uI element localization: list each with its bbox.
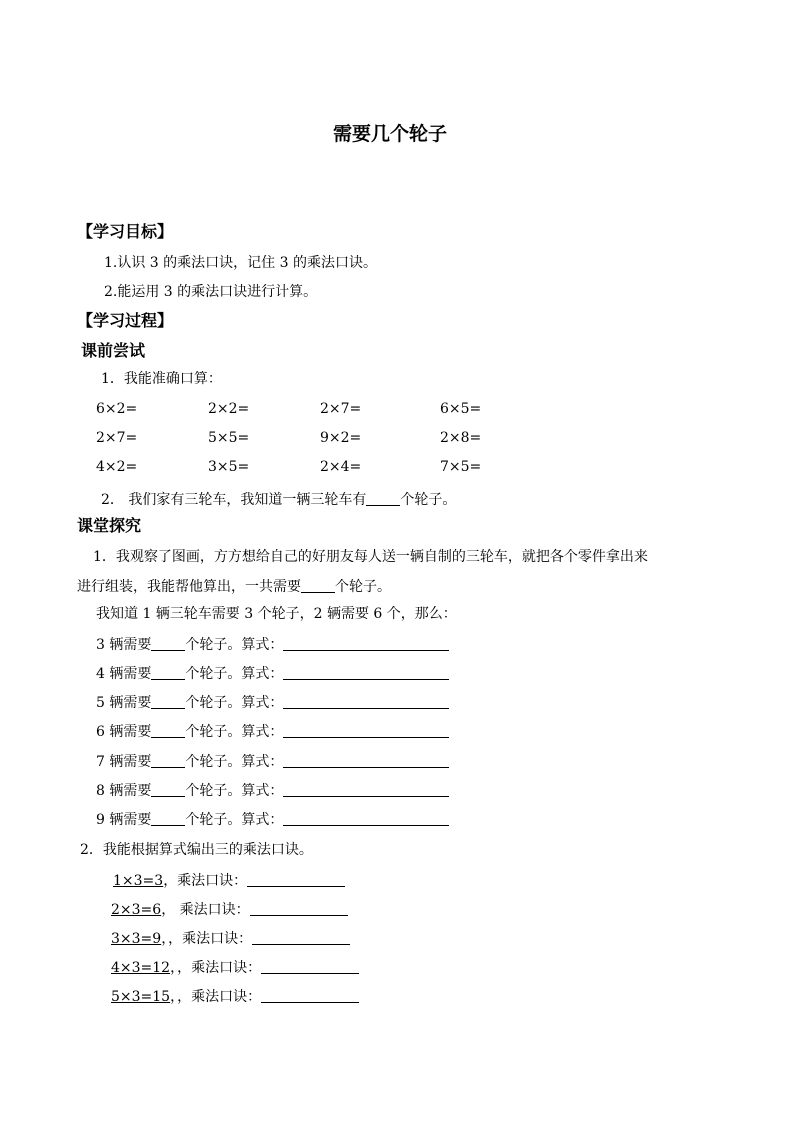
formula-row xyxy=(111,901,348,917)
answer-blank[interactable] xyxy=(366,491,400,506)
explore-q1-line2-text: 进行组装，我能帮他算出，一共需要 xyxy=(77,579,301,595)
calc-cell: 3×5= xyxy=(208,459,250,475)
formula-row xyxy=(111,930,350,946)
formula-blank[interactable] xyxy=(283,811,449,826)
calc-cell: 9×2= xyxy=(320,430,362,446)
rhyme-blank[interactable] xyxy=(261,959,359,974)
objective-item: 1.认识 3 的乘法口诀，记住 3 的乘法口诀。 xyxy=(104,255,377,271)
formula-blank[interactable] xyxy=(283,782,449,797)
wheel-row xyxy=(96,665,449,681)
formula-expression: 5×3=15 xyxy=(111,989,171,1005)
explore-q1-line2-suffix: 个轮子。 xyxy=(335,579,391,595)
tricycle-question xyxy=(101,491,456,507)
wheel-row-prefix: 3 辆需要 xyxy=(96,637,152,653)
formula-label: ，，乘法口诀： xyxy=(161,931,253,947)
known-facts: 我知道 1 辆三轮车需要 3 个轮子，2 辆需要 6 个，那么： xyxy=(96,606,457,622)
formula-blank[interactable] xyxy=(283,636,449,651)
objective-item: 2.能运用 3 的乘法口诀进行计算。 xyxy=(104,284,318,300)
formula-label: ，，乘法口诀： xyxy=(170,960,262,976)
explore-heading: 课堂探究 xyxy=(77,516,142,535)
rhyme-blank[interactable] xyxy=(247,872,345,887)
wheel-row xyxy=(96,694,449,710)
wheel-row-mid: 个轮子。算式： xyxy=(185,812,284,828)
formula-label: ， 乘法口诀： xyxy=(161,902,250,918)
calc-cell: 7×5= xyxy=(440,459,482,475)
explore-q1-line1: 1．我观察了图画，方方想给自己的好朋友每人送一辆自制的三轮车，就把各个零件拿出来 xyxy=(93,549,648,565)
rhyme-blank[interactable] xyxy=(261,988,359,1003)
tricycle-question-suffix: 个轮子。 xyxy=(400,492,457,508)
wheel-row xyxy=(96,636,449,652)
wheel-row xyxy=(96,753,449,769)
rhyme-blank[interactable] xyxy=(250,901,348,916)
answer-blank[interactable] xyxy=(151,723,185,738)
calc-cell: 2×2= xyxy=(208,401,250,417)
rhyme-blank[interactable] xyxy=(252,930,350,945)
answer-blank[interactable] xyxy=(301,578,335,593)
formula-row xyxy=(111,959,359,975)
formula-row xyxy=(111,988,359,1004)
wheel-row-mid: 个轮子。算式： xyxy=(185,695,284,711)
answer-blank[interactable] xyxy=(151,782,185,797)
formula-expression: 4×3=12 xyxy=(111,960,171,976)
wheel-row-prefix: 4 辆需要 xyxy=(96,666,152,682)
calc-cell: 2×7= xyxy=(96,430,138,446)
answer-blank[interactable] xyxy=(151,811,185,826)
wheel-row-prefix: 9 辆需要 xyxy=(96,812,152,828)
pre-try-heading: 课前尝试 xyxy=(81,341,146,360)
answer-blank[interactable] xyxy=(151,665,185,680)
formula-blank[interactable] xyxy=(283,694,449,709)
objectives-heading: 【学习目标】 xyxy=(77,222,174,241)
wheel-row xyxy=(96,782,449,798)
formula-row xyxy=(113,872,345,888)
calc-cell: 6×5= xyxy=(440,401,482,417)
formula-expression: 1×3=3 xyxy=(113,873,164,889)
wheel-row xyxy=(96,723,449,739)
wheel-row-mid: 个轮子。算式： xyxy=(185,783,284,799)
calc-cell: 5×5= xyxy=(208,430,250,446)
formula-expression: 2×3=6 xyxy=(111,902,162,918)
formula-blank[interactable] xyxy=(283,665,449,680)
calc-cell: 2×7= xyxy=(320,401,362,417)
process-heading: 【学习过程】 xyxy=(77,311,174,330)
wheel-row-prefix: 6 辆需要 xyxy=(96,724,152,740)
calc-cell: 4×2= xyxy=(96,459,138,475)
tricycle-question-text: 2． 我们家有三轮车，我知道一辆三轮车有 xyxy=(101,492,367,508)
answer-blank[interactable] xyxy=(151,636,185,651)
answer-blank[interactable] xyxy=(151,694,185,709)
wheel-row-mid: 个轮子。算式： xyxy=(185,754,284,770)
wheel-row xyxy=(96,811,449,827)
answer-blank[interactable] xyxy=(151,753,185,768)
wheel-row-mid: 个轮子。算式： xyxy=(185,724,284,740)
wheel-row-prefix: 8 辆需要 xyxy=(96,783,152,799)
formula-blank[interactable] xyxy=(283,723,449,738)
formula-label: ，，乘法口诀： xyxy=(170,989,262,1005)
explore-q1-line2 xyxy=(77,578,391,594)
explore-q2-heading: 2．我能根据算式编出三的乘法口诀。 xyxy=(80,842,313,858)
oral-calc-label: 1．我能准确口算： xyxy=(101,371,222,387)
wheel-row-mid: 个轮子。算式： xyxy=(185,637,284,653)
formula-blank[interactable] xyxy=(283,753,449,768)
wheel-row-mid: 个轮子。算式： xyxy=(185,666,284,682)
wheel-row-prefix: 7 辆需要 xyxy=(96,754,152,770)
page-title: 需要几个轮子 xyxy=(333,123,448,145)
formula-label: ，乘法口诀： xyxy=(163,873,248,889)
calc-cell: 2×8= xyxy=(440,430,482,446)
calc-cell: 2×4= xyxy=(320,459,362,475)
formula-expression: 3×3=9 xyxy=(111,931,162,947)
wheel-row-prefix: 5 辆需要 xyxy=(96,695,152,711)
calc-cell: 6×2= xyxy=(96,401,138,417)
